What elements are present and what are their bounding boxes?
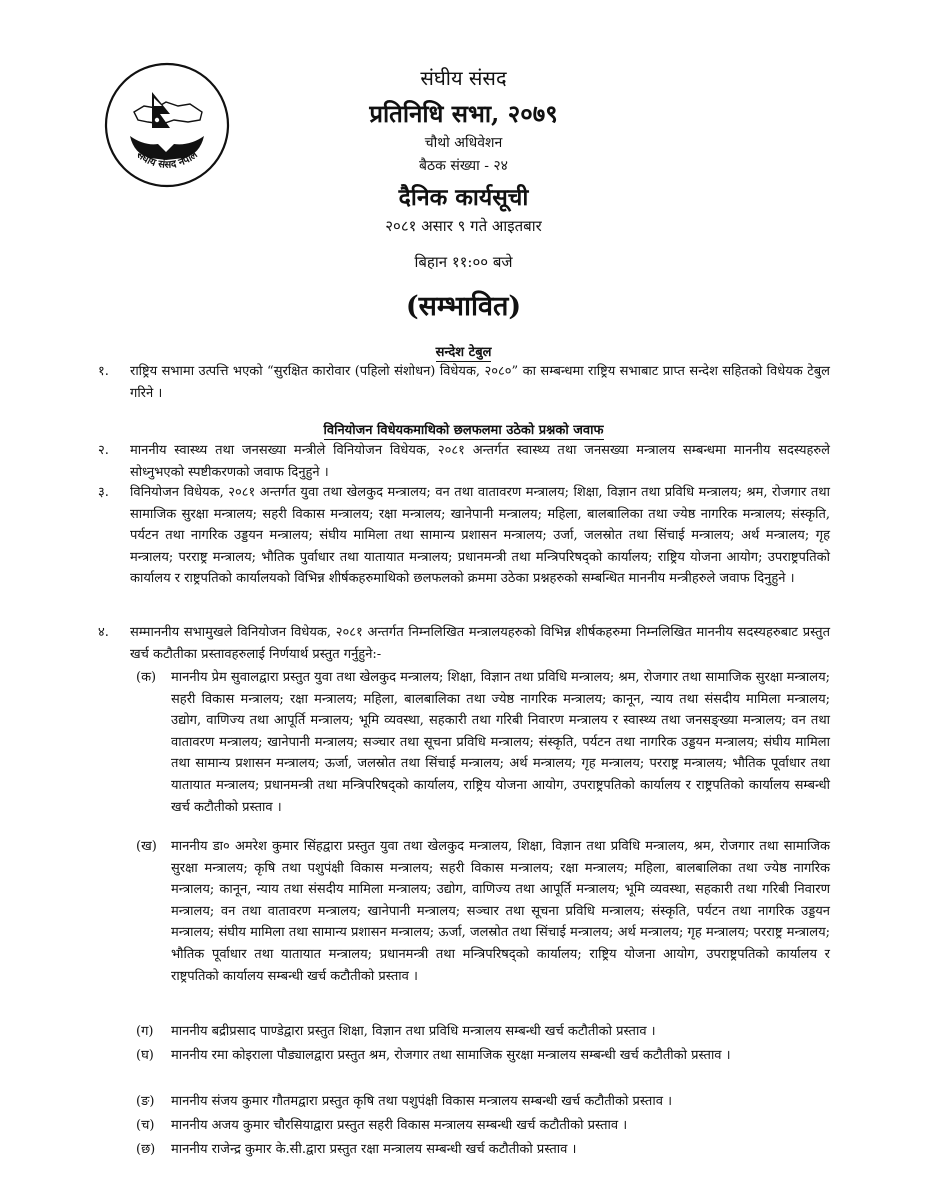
agenda-item-number: ३. xyxy=(98,485,109,500)
sub-item-text: माननीय प्रेम सुवालद्वारा प्रस्तुत युवा तथा खेलकुद मन्त्रालय; शिक्षा, विज्ञान तथा प्रविधि मन्त्रालय; श्रम, रोजगार तथा सामाजिक सुरक्षा मन्त्रालय; सहरी विकास मन्त्रालय; रक्षा मन्त्रालय; महिला, बालबालिका तथा ज्येष्ठ नागरिक मन्त्रालय; कानून, न्याय तथा संसदीय मामिला मन्त्रालय; उद्योग, वाणिज्य तथा आपूर्ति मन्त्रालय; भूमि व्यवस्था, सहकारी तथा गरिबी निवारण मन्त्रालय र स्वास्थ्य तथा जनसङ्ख्या मन्त्रालय; वन तथा वातावरण मन्त्रालय; खानेपानी मन्त्रालय; सञ्चार तथा सूचना प्रविधि मन्त्रालय; संस्कृति, पर्यटन तथा नागरिक उड्डयन मन्त्रालय; संघीय मामिला तथा सामान्य प्रशासन मन्त्रालय; ऊर्जा, जलस्रोत तथा सिंचाई मन्त्रालय; अर्थ मन्त्रालय; गृह मन्त्रालय; परराष्ट्र मन्त्रालय; भौतिक पूर्वाधार तथा यातायात मन्त्रालय; प्रधानमन्त्री तथा मन्त्रिपरिषद्को कार्यालय, राष्ट्रिय योजना आयोग, उपराष्ट्रपतिको कार्यालय र राष्ट्रपतिको कार्यालय सम्बन्धी खर्च कटौतीको प्रस्ताव । xyxy=(171,670,830,815)
sub-item xyxy=(136,1021,830,1043)
house-title: प्रतिनिधि सभा, २०७९ xyxy=(369,99,558,128)
sub-item-label: (ग) xyxy=(136,1024,154,1039)
agenda-item-number: ४. xyxy=(98,625,109,640)
emblem-lettering: संघीय संसद नेपाल xyxy=(134,149,200,171)
sub-item xyxy=(136,667,830,818)
agenda-item-number: १. xyxy=(98,364,109,379)
sub-item-label: (च) xyxy=(136,1118,155,1133)
agenda-item xyxy=(98,440,830,483)
agenda-date: २०८१ असार ९ गते आइतबार xyxy=(385,217,542,235)
agenda-item xyxy=(98,361,830,404)
sub-item xyxy=(136,1139,830,1161)
agenda-item-text: विनियोजन विधेयक, २०८१ अन्तर्गत युवा तथा खेलकुद मन्त्रालय; वन तथा वातावरण मन्त्रालय; शिक्षा, विज्ञान तथा प्रविधि मन्त्रालय; श्रम, रोजगार तथा सामाजिक सुरक्षा मन्त्रालय; सहरी विकास मन्त्रालय; रक्षा मन्त्रालय; खानेपानी मन्त्रालय; महिला, बालबालिका तथा ज्येष्ठ नागरिक मन्त्रालय; संस्कृति, पर्यटन तथा नागरिक उड्डयन मन्त्रालय; संघीय मामिला तथा सामान्य प्रशासन मन्त्रालय; उर्जा, जलस्रोत तथा सिंचाई मन्त्रालय; अर्थ मन्त्रालय; गृह मन्त्रालय; परराष्ट्र मन्त्रालय; भौतिक पुर्वाधार तथा यातायात मन्त्रालय; प्रधानमन्त्री तथा मन्त्रिपरिषद्को कार्यालय; राष्ट्रिय योजना आयोग; उपराष्ट्रपतिको कार्यालय र राष्ट्रपतिको कार्यालयको विभिन्न शीर्षकहरुमाथिको छलफलको क्रममा उठेका प्रश्नहरुको सम्बन्धित माननीय मन्त्रीहरुले जवाफ दिनुहुने । xyxy=(130,485,830,587)
section-heading-message-table: सन्देश टेबुल xyxy=(435,345,492,360)
agenda-time: बिहान ११:०० बजे xyxy=(414,253,513,271)
sub-item-text: माननीय संजय कुमार गौतमद्वारा प्रस्तुत कृषि तथा पशुपंक्षी विकास मन्त्रालय सम्बन्धी खर्च कटौतीको प्रस्ताव । xyxy=(171,1094,672,1109)
agenda-item xyxy=(98,622,830,665)
agenda-item-text: राष्ट्रिय सभामा उत्पत्ति भएको “सुरक्षित कारोवार (पहिलो संशोधन) विधेयक, २०८०” का सम्बन्धमा राष्ट्रिय सभाबाट प्राप्त सन्देश सहितको विधेयक टेबुल गरिने । xyxy=(130,364,830,401)
sub-item-text: माननीय राजेन्द्र कुमार के.सी.द्वारा प्रस्तुत रक्षा मन्त्रालय सम्बन्धी खर्च कटौतीको प्रस्ताव । xyxy=(171,1142,577,1157)
agenda-item-text: सम्माननीय सभामुखले विनियोजन विधेयक, २०८१ अन्तर्गत निम्नलिखित मन्त्रालयहरुको विभिन्न शीर्षकहरुमा निम्नलिखित माननीय सदस्यहरुबाट प्रस्तुत खर्च कटौतीका प्रस्तावहरुलाई निर्णयार्थ प्रस्तुत गर्नुहुने:- xyxy=(130,625,830,662)
sub-item-label: (घ) xyxy=(136,1048,154,1063)
session-label: चौथो अधिवेशन xyxy=(424,135,503,151)
sub-item-text: माननीय बद्रीप्रसाद पाण्डेद्वारा प्रस्तुत शिक्षा, विज्ञान तथा प्रविधि मन्त्रालय सम्बन्धी खर्च कटौतीको प्रस्ताव । xyxy=(171,1024,656,1039)
sub-item-text: माननीय रमा कोइराला पौड्यालद्वारा प्रस्तुत श्रम, रोजगार तथा सामाजिक सुरक्षा मन्त्रालय सम्बन्धी खर्च कटौतीको प्रस्ताव । xyxy=(171,1048,731,1063)
agenda-item-text: माननीय स्वास्थ्य तथा जनसख्या मन्त्रीले विनियोजन विधेयक, २०८१ अन्तर्गत स्वास्थ्य तथा जनसख्या मन्त्रालय सम्बन्धमा माननीय सदस्यहरुले सोध्नुभएको स्पष्टीकरणको जवाफ दिनुहुने । xyxy=(130,443,830,480)
sub-item xyxy=(136,836,830,987)
tentative-label: (सम्भावित) xyxy=(405,291,522,322)
sub-item xyxy=(136,1115,830,1137)
sub-item-label: (ङ) xyxy=(136,1094,155,1109)
sub-item-text: माननीय अजय कुमार चौरसियाद्वारा प्रस्तुत सहरी विकास मन्त्रालय सम्बन्धी खर्च कटौतीको प्रस्ताव । xyxy=(171,1118,628,1133)
sub-item xyxy=(136,1045,830,1067)
sub-item-text: माननीय डा० अमरेश कुमार सिंहद्वारा प्रस्तुत युवा तथा खेलकुद मन्त्रालय, शिक्षा, विज्ञान तथा प्रविधि मन्त्रालय, श्रम, रोजगार तथा सामाजिक सुरक्षा मन्त्रालय; कृषि तथा पशुपंक्षी विकास मन्त्रालय; सहरी विकास मन्त्रालय; रक्षा मन्त्रालय; महिला, बालबालिका तथा ज्येष्ठ नागरिक मन्त्रालय; कानून, न्याय तथा संसदीय मामिला मन्त्रालय; उद्योग, वाणिज्य तथा आपूर्ति मन्त्रालय; भूमि व्यवस्था, सहकारी तथा गरिबी निवारण मन्त्रालय; वन तथा वातावरण मन्त्रालय; खानेपानी मन्त्रालय; सञ्चार तथा सूचना प्रविधि मन्त्रालय; संस्कृति, पर्यटन तथा नागरिक उड्डयन मन्त्रालय; संघीय मामिला तथा सामान्य प्रशासन मन्त्रालय; ऊर्जा, जलस्रोत तथा सिंचाई मन्त्रालय; अर्थ मन्त्रालय; गृह मन्त्रालय; परराष्ट्र मन्त्रालय; भौतिक पूर्वाधार तथा यातायात मन्त्रालय; प्रधानमन्त्री तथा मन्त्रिपरिषद्को कार्यालय; राष्ट्रिय योजना आयोग, उपराष्ट्रपतिको कार्यालय र राष्ट्रपतिको कार्यालय सम्बन्धी खर्च कटौतीको प्रस्ताव । xyxy=(171,839,830,984)
agenda-item-number: २. xyxy=(98,443,109,458)
meeting-number: बैठक संख्या - २४ xyxy=(419,158,508,174)
sub-item-label: (छ) xyxy=(136,1142,156,1157)
parliament-name: संघीय संसद xyxy=(420,66,507,90)
sub-item-label: (क) xyxy=(136,670,157,685)
section-heading-appropriation-answers: विनियोजन विधेयकमाथिको छलफलमा उठेको प्रश्नको जवाफ xyxy=(323,423,604,438)
agenda-item xyxy=(98,482,830,590)
sub-item xyxy=(136,1091,830,1113)
sub-item-label: (ख) xyxy=(136,839,157,854)
agenda-title: दैनिक कार्यसूची xyxy=(398,184,529,211)
